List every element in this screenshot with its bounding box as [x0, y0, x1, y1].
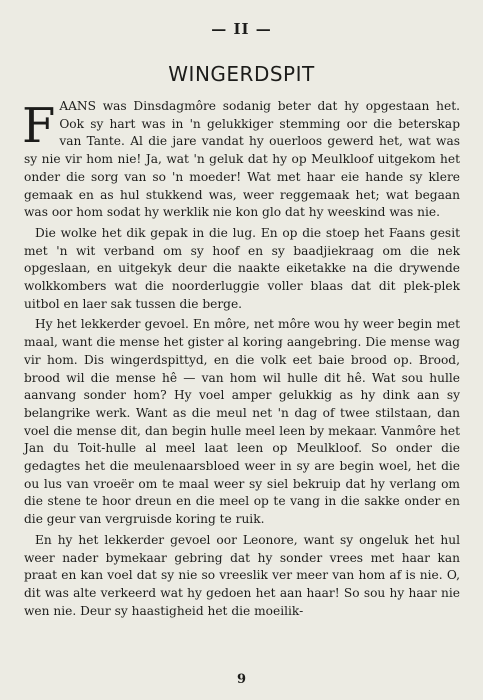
chapter-title: WINGERDSPIT [168, 62, 315, 86]
page-number: 9 [236, 672, 247, 687]
drop-cap: F [22, 98, 56, 154]
paragraph-1-text: AANS was Dinsdagmôre sodanig beter dat hy opgestaan het. Ook sy hart was in 'n gelukkiger stemming oor die beterskap van Tante. Al die jare vandat hy ouerloos gewerd het, wat was sy nie vir hom nie! Ja, wat 'n geluk dat hy op Meulkloof uitgekom het onder die sorg van so 'n moeder! Wat met haar eie hande sy klere gemaak en as hul stukkend was, weer reggemaak het; wat begaan was oor hom sodat hy werklik nie kon glo dat hy weeskind was nie. [24, 99, 460, 220]
paragraph-3: Hy het lekkerder gevoel. En môre, net môre wou hy weer begin met maal, want die mense het gister al koring aangebring. Die mense wag vir hom. Dis wingerdspittyd, en die volk eet baie brood op. Brood, brood wil die mense hê — van hom wil hulle dit hê. Wat sou hulle aanvang sonder hom? Hy voel amper gelukkig as hy dink aan sy belangrike werk. Want as die meul net 'n dag of twee stilstaan, dan voel die mense dit, dan begin hulle meel leen by mekaar. Vanmôre het Jan du Toit-hulle al meel laat leen op Meulkloof. So onder die gedagtes het die meulenaarsbloed weer in sy are begin woel, het die ou lus van vroeër om te maal weer sy siel bekruip dat hy verlang om die stene te hoor dreun en die meel op te vang in die sakke onder en die geur van vergruisde koring te ruik. [24, 317, 460, 527]
paragraph-1 [24, 98, 460, 222]
paragraph-2: Die wolke het dik gepak in die lug. En op die stoep het Faans gesit met 'n wit verband om sy hoof en sy baadjiekraag om die nek opgeslaan, en uitgekyk deur die naakte eiketakke na die drywende wolkkombers wat die noorderluggie voller blaas dat dit plek-plek uitbol en laer sak tussen die berge. [24, 225, 460, 311]
chapter-number: — II — [211, 20, 272, 38]
paragraph-4: En hy het lekkerder gevoel oor Leonore, want sy ongeluk het hul weer nader bymekaar gebring dat hy sonder vrees met haar kan praat en kan voel dat sy nie so vreeslik ver meer van hom af is nie. O, dit was alte verkeerd wat hy gedoen het aan haar! So sou hy haar nie wen nie. Deur sy haastigheid het die moeilik- [24, 532, 460, 618]
chapter-body [24, 98, 460, 623]
